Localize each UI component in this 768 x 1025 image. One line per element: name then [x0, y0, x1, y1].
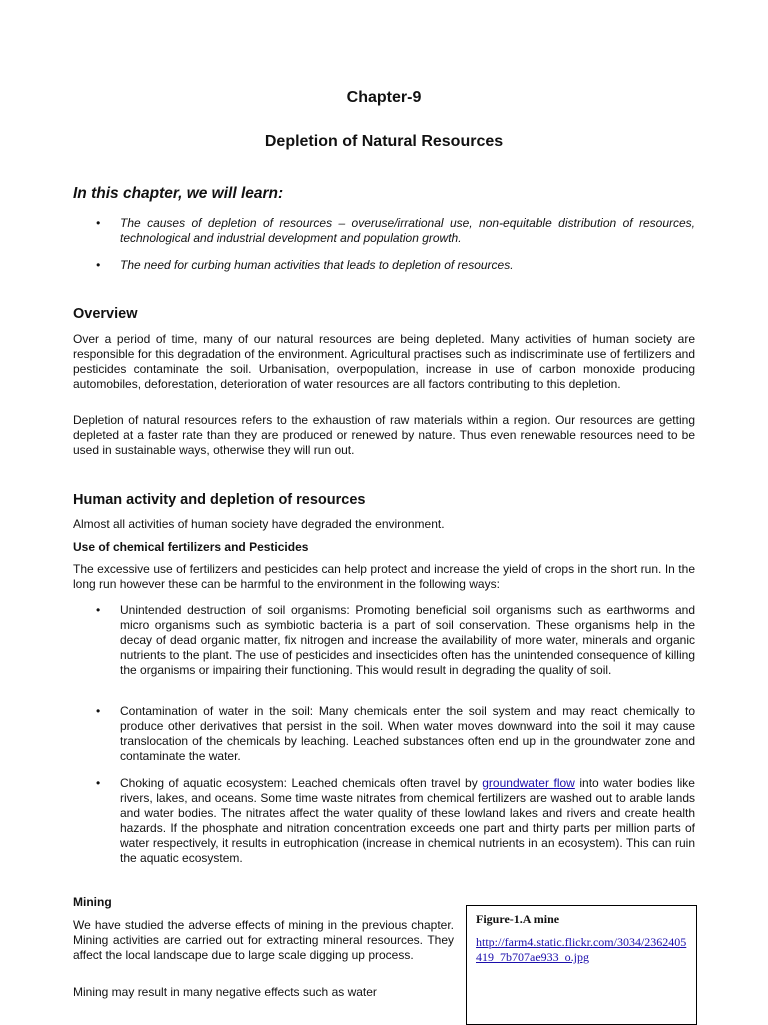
effects-list-2 [73, 704, 695, 764]
bullet-icon: • [96, 603, 101, 617]
list-item [73, 603, 695, 678]
list-item [73, 776, 695, 866]
learn-item-text: The causes of depletion of resources – overuse/irrational use, non-equitable distribution of resources, technological and industrial development and population growth. [120, 216, 695, 245]
bullet-icon: • [96, 216, 101, 230]
effect-item-text-after: into water bodies like rivers, lakes, and oceans. Some time waste nitrates from chemical fertilizers are washed out to arable lands and water bodies. The nitrates affect the water quality of these lowland lakes and rivers and create health hazards. If the phosphate and nitration concentration exceeds one part and thirty parts per million parts of water respectively, it results in eutrophication (increase in chemical nutrients in an ecosystem). This can ruin the aquatic ecosystem. [120, 776, 695, 865]
mining-paragraph-1: We have studied the adverse effects of mining in the previous chapter. Mining activities are carried out for extracting mineral resources. They affect the local landscape due to large scale digging up process. [73, 918, 454, 962]
bullet-icon: • [96, 704, 101, 718]
overview-paragraph-1: Over a period of time, many of our natural resources are being depleted. Many activities of human society are responsible for this degradation of the environment. Agricultural practises such as indiscriminate use of fertilizers and pesticides contaminate the soil. Urbanisation, overpopulation, increase in use of carbon monoxide producing automobiles, deforestation, deterioration of water resources are all factors contributing to this depletion. [73, 332, 695, 391]
bullet-icon: • [96, 258, 101, 272]
human-activity-intro: Almost all activities of human society have degraded the environment. [73, 517, 445, 531]
list-item [73, 258, 695, 273]
learn-list-2 [73, 258, 695, 273]
list-item [73, 704, 695, 764]
fertilizers-paragraph: The excessive use of fertilizers and pesticides can help protect and increase the yield of crops in the short run. In the long run however these can be harmful to the environment in the following ways: [73, 562, 695, 591]
mining-paragraph-2: Mining may result in many negative effects such as water [73, 985, 377, 999]
list-item [73, 216, 695, 246]
human-activity-heading: Human activity and depletion of resources [73, 492, 366, 508]
overview-paragraph-2: Depletion of natural resources refers to the exhaustion of raw materials within a region. Our resources are getting depleted at a faster rate than they are produced or renewed by nature. Thus even renewable resources need to be used in sustainable ways, otherwise they will run out. [73, 413, 695, 457]
figure-caption: Figure-1.A mine [476, 912, 560, 926]
fertilizers-subheading: Use of chemical fertilizers and Pesticides [73, 540, 309, 554]
learn-heading: In this chapter, we will learn: [73, 185, 284, 202]
effect-item-text-before: Choking of aquatic ecosystem: Leached chemicals often travel by [120, 776, 483, 790]
learn-item-text: The need for curbing human activities that leads to depletion of resources. [120, 258, 514, 272]
mining-heading: Mining [73, 895, 112, 909]
groundwater-flow-link[interactable]: groundwater flow [482, 776, 575, 790]
effects-list [73, 603, 695, 678]
figure-box [466, 905, 697, 1025]
figure-source-link[interactable]: http://farm4.static.flickr.com/3034/2362405419_7b707ae933_o.jpg [476, 935, 687, 964]
chapter-title: Depletion of Natural Resources [264, 133, 504, 150]
learn-list [73, 216, 695, 246]
bullet-icon: • [96, 776, 101, 790]
effects-list-3 [73, 776, 695, 866]
overview-heading: Overview [73, 306, 138, 322]
chapter-number: Chapter-9 [346, 89, 422, 106]
effect-item-text: Contamination of water in the soil: Many chemicals enter the soil system and may react chemically to produce other derivatives that persist in the soil. When water moves downward into the soil it may cause translocation of the chemicals by leaching. Leached substances often end up in the groundwater zone and contaminate the water. [120, 704, 695, 763]
effect-item-text: Unintended destruction of soil organisms: Promoting beneficial soil organisms such as earthworms and micro organisms such as symbiotic bacteria is a part of soil conservation. These organisms help in the decay of dead organic matter, fix nitrogen and increase the availability of more water, minerals and organic nutrients to the plant. The use of pesticides and insecticides often has the unintended consequence of killing the organisms or impairing their functioning. This would result in degrading the quality of soil. [120, 603, 695, 677]
